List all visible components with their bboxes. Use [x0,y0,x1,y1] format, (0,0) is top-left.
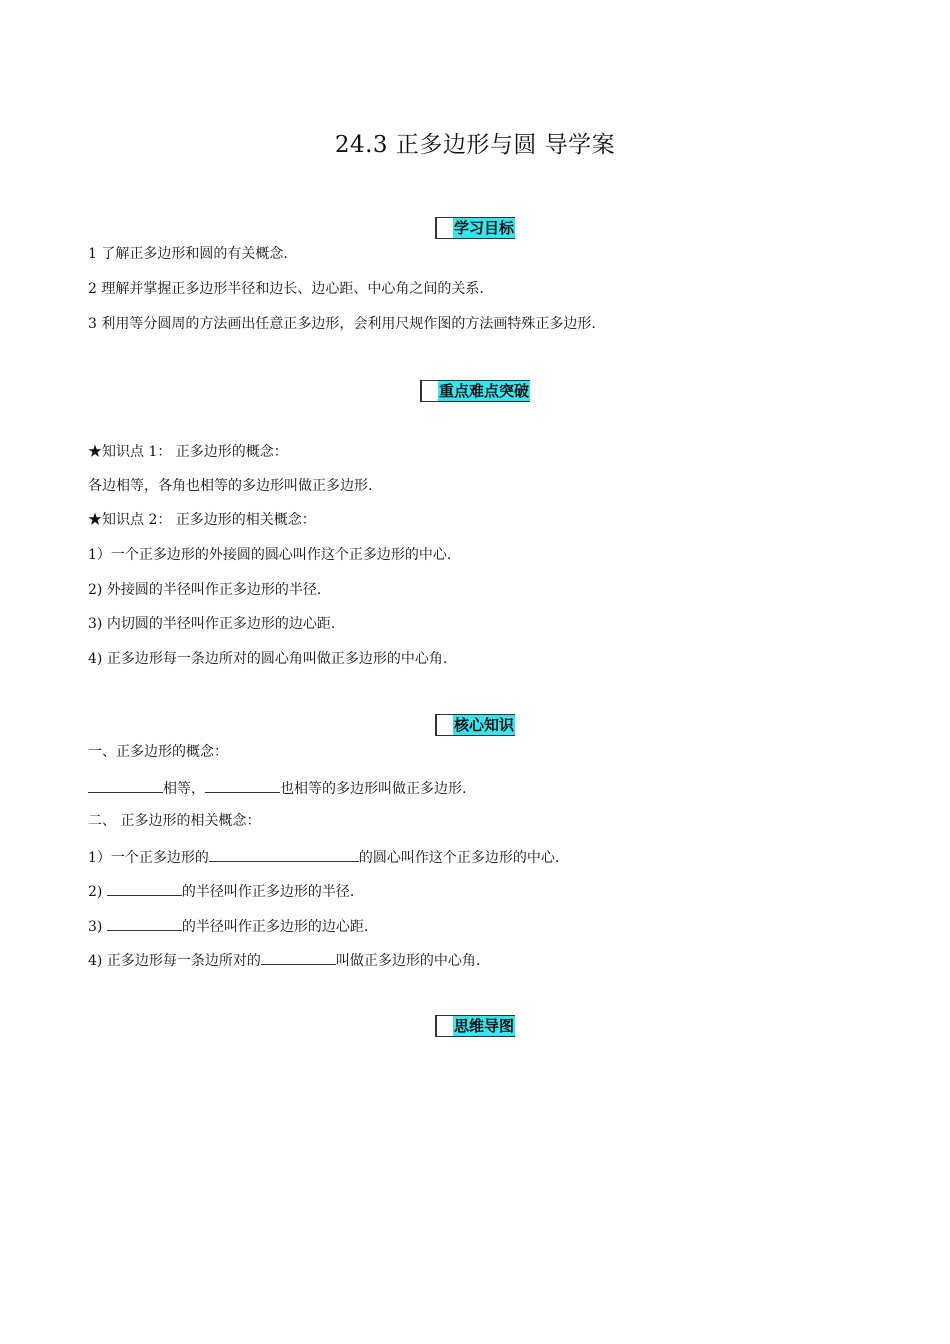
goal-item: 3 利用等分圆周的方法画出任意正多边形，会利用尺规作图的方法画特殊正多边形. [88,316,596,332]
fill-in-line: 相等， 也相等的多边形叫做正多边形. [88,777,466,799]
answer-blank[interactable] [88,777,163,793]
fill-in-line: 3) 的半径叫作正多边形的边心距. [88,915,368,937]
fill-in-line: 2) 的半径叫作正多边形的半径. [88,880,354,902]
section-label: 核心知识 [453,716,514,734]
section-heading-core [0,714,950,736]
answer-blank[interactable] [205,777,280,793]
goal-item: 1 了解正多边形和圆的有关概念. [88,246,288,262]
section-label: 学习目标 [453,219,514,237]
answer-blank[interactable] [107,880,182,896]
section-label: 重点难点突破 [438,382,529,400]
concept-item: 3) 内切圆的半径叫作正多边形的边心距. [88,616,336,632]
page-title: 24.3 正多边形与圆 导学案 [334,132,616,158]
core-heading: 一、正多边形的概念： [88,744,228,760]
concept-item: 4) 正多边形每一条边所对的圆心角叫做正多边形的中心角. [88,651,448,667]
section-heading-key [0,380,950,402]
knowledge-point-title: ★知识点 1： 正多边形的概念： [88,444,288,460]
fill-in-line: 1）一个正多边形的 的圆心叫作这个正多边形的中心. [88,846,559,868]
knowledge-point-title: ★知识点 2： 正多边形的相关概念： [88,512,316,528]
section-label: 思维导图 [453,1017,514,1035]
core-heading: 二、 正多边形的相关概念： [88,813,261,829]
goal-item: 2 理解并掌握正多边形半径和边长、边心距、中心角之间的关系. [88,281,484,297]
section-heading-goals [0,217,950,239]
answer-blank[interactable] [261,949,336,965]
concept-item: 1）一个正多边形的外接圆的圆心叫作这个正多边形的中心. [88,547,452,563]
knowledge-point-text: 各边相等，各角也相等的多边形叫做正多边形. [88,478,373,494]
answer-blank[interactable] [107,915,182,931]
fill-in-line: 4) 正多边形每一条边所对的 叫做正多边形的中心角. [88,949,480,971]
concept-item: 2) 外接圆的半径叫作正多边形的半径. [88,582,322,598]
section-heading-map [0,1015,950,1037]
answer-blank[interactable] [209,846,359,862]
